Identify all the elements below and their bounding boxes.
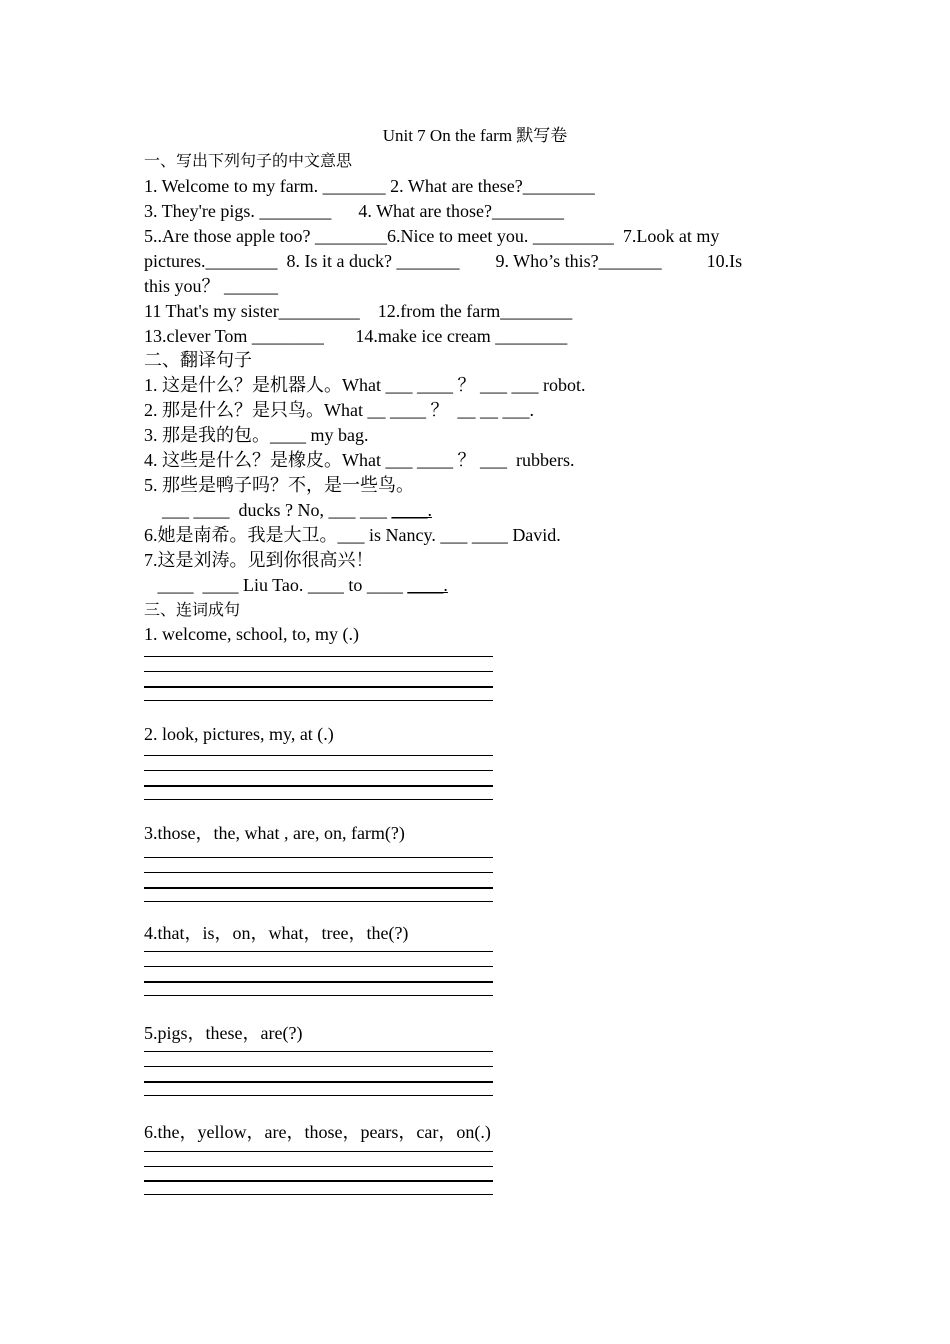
section2-line-5: 5. 那些是鸭子吗？不，是一些鸟。 (144, 475, 414, 495)
section1-line-4: pictures.________ 8. Is it a duck? _______ 9. Who’s this?_______ 10.Is (144, 251, 743, 271)
answer-line (144, 966, 493, 967)
answer-line (144, 1095, 493, 1096)
answer-line (144, 901, 493, 902)
section2-line-4: 4. 这些是什么？是橡皮。What ___ ____ ？ ___ rubbers. (144, 450, 575, 470)
answer-line (144, 995, 493, 996)
answer-line (144, 700, 493, 701)
section2-line-6-text: ___ ____ ducks ? No, ___ ___ (144, 500, 392, 520)
section1-heading: 一、写出下列句子的中文意思 (144, 153, 353, 170)
answer-line (144, 951, 493, 952)
answer-line (144, 1166, 493, 1167)
section2-line-7: 6.她是南希。我是大卫。___ is Nancy. ___ ____ David. (144, 525, 561, 545)
answer-line (144, 671, 493, 672)
section1-line-6: 11 That's my sister_________ 12.from the farm________ (144, 301, 573, 321)
answer-line (144, 857, 493, 858)
section3-heading: 三、连词成句 (144, 602, 241, 619)
section2-line-9-blank: ____. (407, 575, 448, 595)
answer-line (144, 656, 493, 657)
answer-line (144, 1051, 493, 1052)
answer-line (144, 1194, 493, 1195)
answer-line (144, 1151, 493, 1152)
section1-line-2: 3. They're pigs. ________ 4. What are those?________ (144, 201, 565, 221)
answer-line (144, 785, 493, 787)
section2-heading: 二、翻译句子 (144, 350, 252, 370)
section2-line-6-blank: ____. (391, 500, 432, 520)
page-title: Unit 7 On the farm 默写卷 (382, 126, 568, 145)
question-1: 1. welcome, school, to, my (.) (144, 624, 359, 644)
answer-line (144, 770, 493, 771)
section1-line-7: 13.clever Tom ________ 14.make ice cream ________ (144, 326, 568, 346)
question-4: 4.that，is，on，what，tree，the(?) (144, 923, 409, 943)
answer-line (144, 1066, 493, 1067)
answer-line (144, 686, 493, 688)
section2-line-6 (144, 498, 432, 523)
section1-line-1: 1. Welcome to my farm. _______ 2. What are these?________ (144, 176, 595, 196)
question-6: 6.the，yellow，are，those，pears，car，on(.) (144, 1122, 491, 1142)
section2-line-3: 3. 那是我的包。____ my bag. (144, 425, 369, 445)
section1-line-5: this you？ ______ (144, 276, 279, 296)
section2-line-9-text: ____ ____ Liu Tao. ____ to ____ (144, 575, 408, 595)
answer-line (144, 887, 493, 889)
section1-line-3: 5..Are those apple too? ________6.Nice to meet you. _________ 7.Look at my (144, 226, 720, 246)
answer-line (144, 981, 493, 983)
answer-line (144, 1081, 493, 1083)
answer-line (144, 1180, 493, 1182)
section2-line-2: 2. 那是什么？是只鸟。What __ ____ ？ __ __ ___. (144, 400, 534, 420)
answer-line (144, 872, 493, 873)
answer-line (144, 755, 493, 756)
section2-line-8: 7.这是刘涛。见到你很高兴！ (144, 550, 374, 570)
question-5: 5.pigs，these，are(?) (144, 1023, 303, 1043)
question-2: 2. look, pictures, my, at (.) (144, 724, 334, 744)
section2-line-9 (144, 573, 448, 598)
section2-line-1: 1. 这是什么？是机器人。What ___ ____ ？ ___ ___ robot. (144, 375, 586, 395)
question-3: 3.those，the, what , are, on, farm(?) (144, 823, 405, 843)
answer-line (144, 799, 493, 800)
